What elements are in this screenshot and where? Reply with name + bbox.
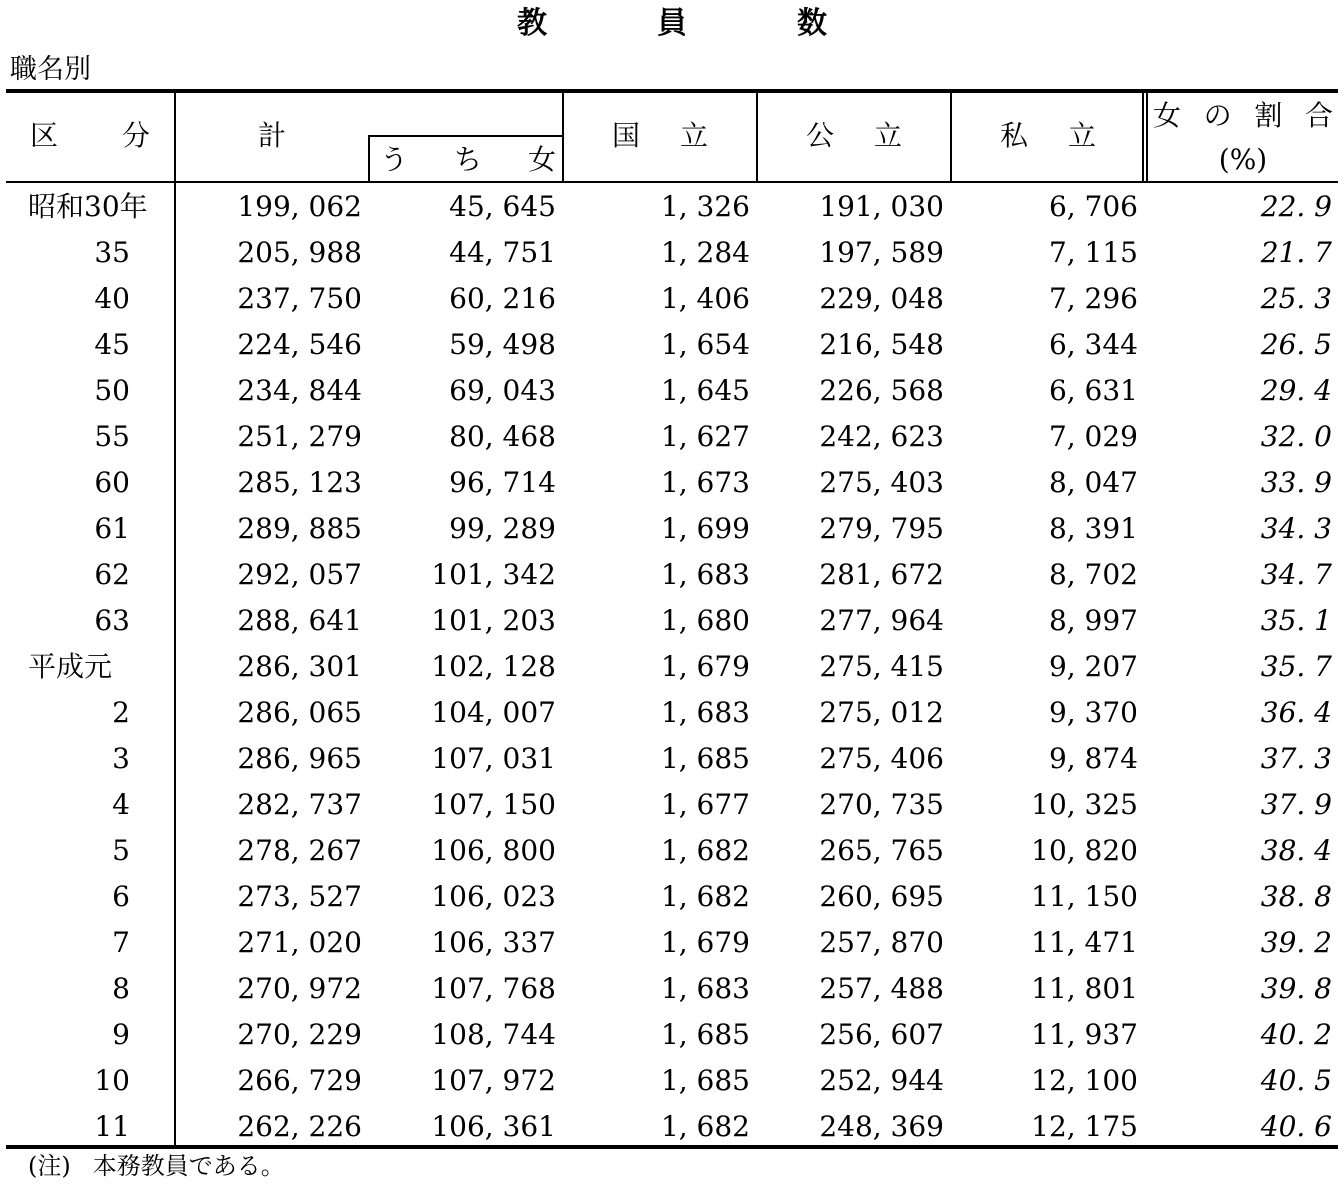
cell-public: 270, 735	[819, 788, 944, 821]
table-subtitle: 職名別	[10, 54, 91, 85]
cell-total: 282, 737	[237, 788, 362, 821]
row-label: 50	[94, 374, 130, 407]
cell-women: 102, 128	[431, 650, 556, 683]
cell-public: 242, 623	[819, 420, 944, 453]
cell-ratio: 37. 9	[1260, 788, 1332, 821]
cell-private: 8, 997	[1048, 604, 1138, 637]
header-category-1: 区	[30, 119, 59, 152]
cell-women: 99, 289	[449, 512, 556, 545]
cell-ratio: 38. 4	[1260, 834, 1332, 867]
cell-total: 288, 641	[237, 604, 362, 637]
cell-public: 191, 030	[819, 190, 944, 223]
header-public: 公 立	[806, 119, 902, 152]
table-row	[0, 1058, 1344, 1104]
table-row	[0, 782, 1344, 828]
cell-public: 229, 048	[819, 282, 944, 315]
cell-women: 108, 744	[431, 1018, 556, 1051]
cell-private: 11, 801	[1031, 972, 1138, 1005]
table-row	[0, 644, 1344, 690]
row-label: 62	[94, 558, 130, 591]
cell-total: 205, 988	[237, 236, 362, 269]
cell-total: 199, 062	[237, 190, 362, 223]
cell-women: 80, 468	[449, 420, 556, 453]
cell-women: 106, 800	[431, 834, 556, 867]
top-rule	[6, 89, 1338, 93]
cell-women: 106, 337	[431, 926, 556, 959]
row-label: 40	[94, 282, 130, 315]
vline-ratio-b	[1146, 92, 1148, 182]
table-row	[0, 276, 1344, 322]
cell-ratio: 39. 2	[1260, 926, 1332, 959]
cell-national: 1, 326	[660, 190, 750, 223]
row-label: 5	[112, 834, 130, 867]
table-row	[0, 322, 1344, 368]
cell-public: 265, 765	[819, 834, 944, 867]
header-total: 計	[257, 119, 286, 152]
header-women-3: 女	[527, 143, 556, 176]
row-label: 6	[112, 880, 130, 913]
hline-women-sub	[368, 135, 564, 137]
cell-total: 234, 844	[237, 374, 362, 407]
row-label: 2	[112, 696, 130, 729]
cell-private: 9, 370	[1048, 696, 1138, 729]
cell-public: 275, 012	[819, 696, 944, 729]
cell-women: 107, 150	[431, 788, 556, 821]
cell-public: 252, 944	[819, 1064, 944, 1097]
table-row	[0, 966, 1344, 1012]
cell-women: 106, 023	[431, 880, 556, 913]
cell-public: 216, 548	[819, 328, 944, 361]
table-row	[0, 460, 1344, 506]
cell-women: 60, 216	[449, 282, 556, 315]
cell-public: 277, 964	[819, 604, 944, 637]
title-char-2: 員	[657, 6, 687, 41]
row-label: 63	[94, 604, 130, 637]
cell-national: 1, 685	[660, 1064, 750, 1097]
cell-ratio: 39. 8	[1260, 972, 1332, 1005]
cell-private: 7, 296	[1048, 282, 1138, 315]
cell-national: 1, 685	[660, 742, 750, 775]
cell-public: 197, 589	[819, 236, 944, 269]
cell-ratio: 38. 8	[1260, 880, 1332, 913]
cell-private: 6, 706	[1048, 190, 1138, 223]
cell-total: 251, 279	[237, 420, 362, 453]
table-row	[0, 552, 1344, 598]
cell-national: 1, 645	[660, 374, 750, 407]
cell-public: 275, 403	[819, 466, 944, 499]
header-ratio: 女 の 割 合	[1153, 99, 1333, 132]
cell-total: 273, 527	[237, 880, 362, 913]
cell-private: 7, 115	[1048, 236, 1138, 269]
cell-private: 7, 029	[1048, 420, 1138, 453]
header-national: 国 立	[612, 119, 708, 152]
cell-total: 271, 020	[237, 926, 362, 959]
table-row	[0, 184, 1344, 230]
row-label: 35	[94, 236, 130, 269]
cell-total: 286, 065	[237, 696, 362, 729]
row-label: 平成元	[28, 650, 113, 683]
cell-national: 1, 406	[660, 282, 750, 315]
cell-women: 101, 342	[431, 558, 556, 591]
cell-ratio: 37. 3	[1260, 742, 1332, 775]
cell-national: 1, 683	[660, 972, 750, 1005]
cell-total: 292, 057	[237, 558, 362, 591]
table-row	[0, 736, 1344, 782]
cell-women: 107, 972	[431, 1064, 556, 1097]
cell-public: 248, 369	[819, 1110, 944, 1143]
cell-public: 226, 568	[819, 374, 944, 407]
cell-women: 107, 768	[431, 972, 556, 1005]
cell-women: 96, 714	[449, 466, 556, 499]
cell-women: 106, 361	[431, 1110, 556, 1143]
cell-ratio: 35. 1	[1260, 604, 1332, 637]
cell-private: 10, 820	[1031, 834, 1138, 867]
vline-women-sub	[368, 136, 370, 182]
table-row	[0, 828, 1344, 874]
cell-ratio: 34. 7	[1260, 558, 1332, 591]
cell-national: 1, 679	[660, 926, 750, 959]
cell-ratio: 21. 7	[1260, 236, 1332, 269]
cell-total: 224, 546	[237, 328, 362, 361]
header-ratio-unit: (%)	[1218, 143, 1268, 176]
cell-public: 260, 695	[819, 880, 944, 913]
cell-women: 107, 031	[431, 742, 556, 775]
cell-national: 1, 685	[660, 1018, 750, 1051]
header-women-2: ち	[453, 143, 482, 176]
cell-ratio: 35. 7	[1260, 650, 1332, 683]
header-private: 私 立	[1000, 119, 1096, 152]
row-label: 3	[112, 742, 130, 775]
cell-total: 270, 229	[237, 1018, 362, 1051]
cell-ratio: 40. 6	[1260, 1110, 1332, 1143]
table-row	[0, 920, 1344, 966]
cell-national: 1, 683	[660, 558, 750, 591]
cell-public: 257, 870	[819, 926, 944, 959]
table-row	[0, 1012, 1344, 1058]
cell-private: 12, 100	[1031, 1064, 1138, 1097]
title-char-3: 数	[797, 6, 827, 41]
table-row	[0, 874, 1344, 920]
cell-women: 104, 007	[431, 696, 556, 729]
cell-women: 101, 203	[431, 604, 556, 637]
cell-women: 44, 751	[449, 236, 556, 269]
table-body	[0, 184, 1344, 1150]
row-label: 11	[94, 1110, 130, 1143]
cell-women: 59, 498	[449, 328, 556, 361]
cell-ratio: 36. 4	[1260, 696, 1332, 729]
cell-private: 9, 207	[1048, 650, 1138, 683]
cell-women: 69, 043	[449, 374, 556, 407]
cell-national: 1, 284	[660, 236, 750, 269]
table-row	[0, 368, 1344, 414]
header-category	[30, 118, 150, 154]
row-label: 45	[94, 328, 130, 361]
cell-private: 6, 344	[1048, 328, 1138, 361]
row-label: 55	[94, 420, 130, 453]
cell-ratio: 40. 2	[1260, 1018, 1332, 1051]
cell-national: 1, 679	[660, 650, 750, 683]
cell-private: 11, 471	[1031, 926, 1138, 959]
cell-total: 278, 267	[237, 834, 362, 867]
cell-public: 256, 607	[819, 1018, 944, 1051]
header-women	[378, 142, 558, 178]
row-label: 4	[112, 788, 130, 821]
table-row	[0, 1104, 1344, 1150]
cell-private: 11, 150	[1031, 880, 1138, 913]
row-label: 昭和30年	[28, 190, 148, 223]
cell-national: 1, 682	[660, 834, 750, 867]
cell-national: 1, 682	[660, 1110, 750, 1143]
cell-total: 289, 885	[237, 512, 362, 545]
cell-ratio: 26. 5	[1260, 328, 1332, 361]
cell-private: 10, 325	[1031, 788, 1138, 821]
row-label: 10	[94, 1064, 130, 1097]
cell-national: 1, 683	[660, 696, 750, 729]
cell-public: 275, 406	[819, 742, 944, 775]
table-row	[0, 230, 1344, 276]
table-row	[0, 414, 1344, 460]
cell-ratio: 34. 3	[1260, 512, 1332, 545]
cell-national: 1, 680	[660, 604, 750, 637]
cell-national: 1, 699	[660, 512, 750, 545]
title-char-1: 教	[517, 6, 547, 41]
cell-total: 286, 965	[237, 742, 362, 775]
cell-private: 12, 175	[1031, 1110, 1138, 1143]
cell-total: 237, 750	[237, 282, 362, 315]
cell-private: 8, 702	[1048, 558, 1138, 591]
footnote-text: 本務教員である。	[92, 1152, 285, 1180]
cell-public: 279, 795	[819, 512, 944, 545]
table-row	[0, 598, 1344, 644]
cell-national: 1, 673	[660, 466, 750, 499]
cell-national: 1, 677	[660, 788, 750, 821]
cell-ratio: 29. 4	[1260, 374, 1332, 407]
cell-ratio: 32. 0	[1260, 420, 1332, 453]
cell-public: 257, 488	[819, 972, 944, 1005]
cell-public: 275, 415	[819, 650, 944, 683]
cell-national: 1, 654	[660, 328, 750, 361]
cell-national: 1, 627	[660, 420, 750, 453]
cell-total: 285, 123	[237, 466, 362, 499]
cell-ratio: 33. 9	[1260, 466, 1332, 499]
row-label: 9	[112, 1018, 130, 1051]
cell-total: 262, 226	[237, 1110, 362, 1143]
cell-private: 8, 391	[1048, 512, 1138, 545]
cell-ratio: 22. 9	[1260, 190, 1332, 223]
cell-private: 8, 047	[1048, 466, 1138, 499]
page-title	[0, 2, 1344, 46]
header-bottom-rule	[6, 181, 1338, 183]
table-row	[0, 506, 1344, 552]
cell-total: 266, 729	[237, 1064, 362, 1097]
row-label: 7	[112, 926, 130, 959]
cell-national: 1, 682	[660, 880, 750, 913]
header-category-2: 分	[121, 119, 150, 152]
row-label: 60	[94, 466, 130, 499]
header-women-1: う	[380, 143, 409, 176]
cell-private: 6, 631	[1048, 374, 1138, 407]
cell-private: 9, 874	[1048, 742, 1138, 775]
row-label: 61	[94, 512, 130, 545]
footnote	[28, 1150, 285, 1182]
row-label: 8	[112, 972, 130, 1005]
cell-private: 11, 937	[1031, 1018, 1138, 1051]
table-row	[0, 690, 1344, 736]
footnote-lead: (注)	[28, 1152, 71, 1180]
cell-women: 45, 645	[449, 190, 556, 223]
cell-total: 270, 972	[237, 972, 362, 1005]
cell-public: 281, 672	[819, 558, 944, 591]
cell-total: 286, 301	[237, 650, 362, 683]
cell-ratio: 40. 5	[1260, 1064, 1332, 1097]
cell-ratio: 25. 3	[1260, 282, 1332, 315]
